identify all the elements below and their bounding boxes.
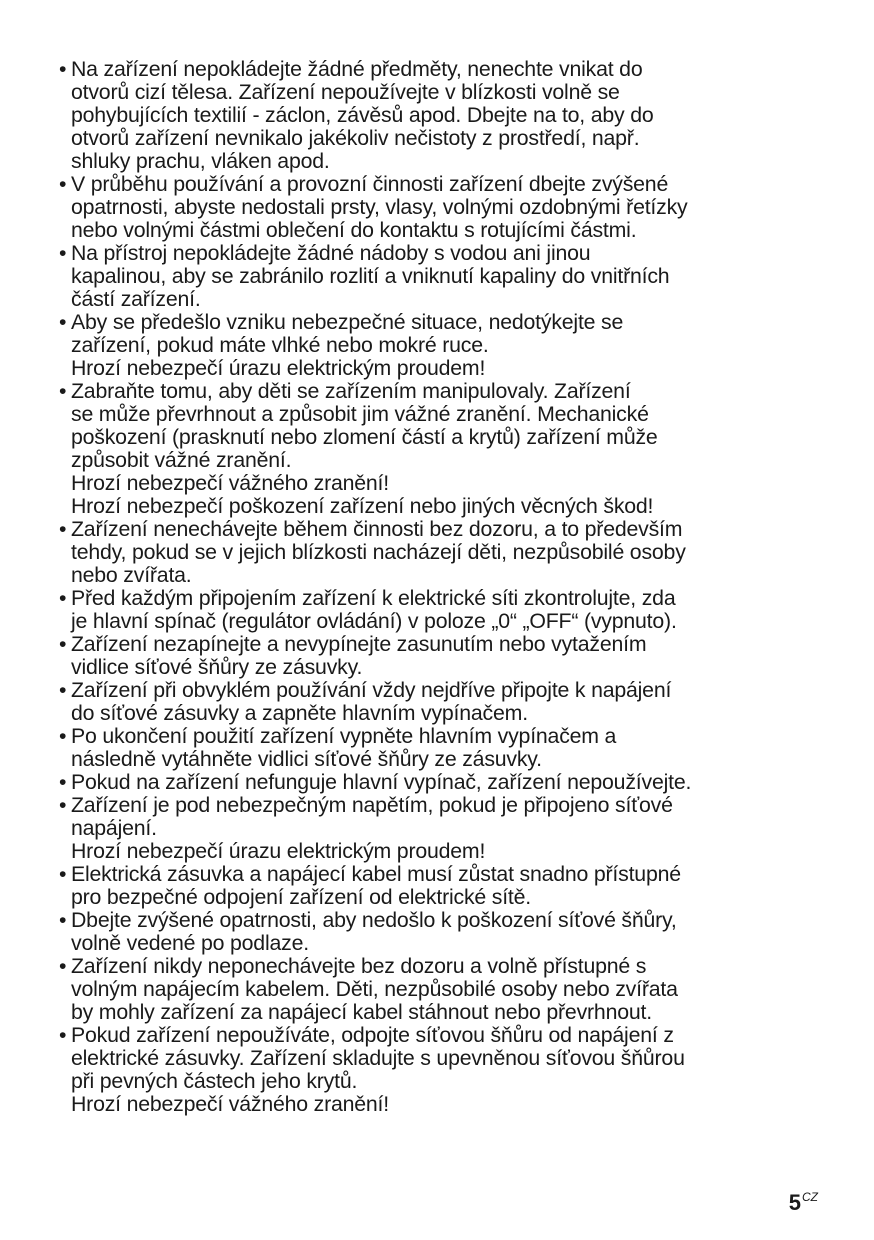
bullet-list [60, 58, 830, 1116]
text-line: • Aby se předešlo vzniku nebezpečné situace, nedotýkejte se [71, 310, 624, 334]
list-item [60, 380, 830, 518]
text-line: do síťové zásuvky a zapněte hlavním vypínačem. [71, 701, 528, 725]
list-item [60, 863, 830, 909]
list-item [60, 679, 830, 725]
text-line: elektrické zásuvky. Zařízení skladujte s upevněnou síťovou šňůrou [71, 1046, 685, 1070]
list-item [60, 633, 830, 679]
text-line: se může převrhnout a způsobit jim vážné zranění. Mechanické [71, 402, 649, 426]
text-line: pro bezpečné odpojení zařízení od elektrické sítě. [71, 885, 531, 909]
text-line: následně vytáhněte vidlici síťové šňůry ze zásuvky. [71, 747, 542, 771]
text-line: kapalinou, aby se zabránilo rozlití a vniknutí kapaliny do vnitřních [71, 264, 670, 288]
list-item [60, 771, 830, 794]
text-line: pohybujících textilií - záclon, závěsů apod. Dbejte na to, aby do [71, 103, 654, 127]
text-line: zařízení, pokud máte vlhké nebo mokré ruce. [71, 333, 489, 357]
text-line: • Na přístroj nepokládejte žádné nádoby s vodou ani jinou [71, 241, 591, 265]
text-line: • V průběhu používání a provozní činnosti zařízení dbejte zvýšené [71, 172, 669, 196]
page-language-code: CZ [802, 1190, 818, 1204]
text-line: Hrozí nebezpečí vážného zranění! [71, 1092, 389, 1116]
list-item [60, 587, 830, 633]
text-line: • Pokud zařízení nepoužíváte, odpojte síťovou šňůru od napájení z [71, 1023, 674, 1047]
list-item [60, 242, 830, 311]
text-line: otvorů zařízení nevnikalo jakékoliv nečistoty z prostředí, např. [71, 126, 640, 150]
text-line: • Pokud na zařízení nefunguje hlavní vypínač, zařízení nepoužívejte. [71, 770, 692, 794]
text-line: nebo zvířata. [71, 563, 192, 587]
text-line: • Zařízení nikdy neponechávejte bez dozoru a volně přístupné s [71, 954, 647, 978]
text-line: vidlice síťové šňůry ze zásuvky. [71, 655, 363, 679]
list-item [60, 794, 830, 863]
text-line: způsobit vážné zranění. [71, 448, 292, 472]
list-item [60, 909, 830, 955]
text-line: volně vedené po podlaze. [71, 931, 309, 955]
text-line: • Zařízení nenechávejte během činnosti bez dozoru, a to především [71, 517, 683, 541]
text-line: napájení. [71, 816, 157, 840]
text-line: Hrozí nebezpečí úrazu elektrickým proudem! [71, 356, 486, 380]
text-line: • Před každým připojením zařízení k elektrické síti zkontrolujte, zda [71, 586, 676, 610]
text-line: tehdy, pokud se v jejich blízkosti nacházejí děti, nezpůsobilé osoby [71, 540, 686, 564]
list-item [60, 1024, 830, 1116]
page-number-value: 5 [788, 1190, 801, 1215]
text-line: • Zařízení při obvyklém používání vždy nejdříve připojte k napájení [71, 678, 672, 702]
text-line: • Po ukončení použití zařízení vypněte hlavním vypínačem a [71, 724, 617, 748]
text-line: poškození (prasknutí nebo zlomení částí a krytů) zařízení může [71, 425, 658, 449]
list-item [60, 725, 830, 771]
text-line: volným napájecím kabelem. Děti, nezpůsobilé osoby nebo zvířata [71, 977, 678, 1001]
text-line: • Elektrická zásuvka a napájecí kabel musí zůstat snadno přístupné [71, 862, 681, 886]
text-line: • Na zařízení nepokládejte žádné předměty, nenechte vnikat do [71, 57, 643, 81]
text-line: Hrozí nebezpečí vážného zranění! [71, 471, 389, 495]
page-number [789, 1190, 818, 1216]
text-line: • Zabraňte tomu, aby děti se zařízením manipulovaly. Zařízení [71, 379, 631, 403]
text-line: • Dbejte zvýšené opatrnosti, aby nedošlo k poškození síťové šňůry, [71, 908, 677, 932]
text-line: • Zařízení nezapínejte a nevypínejte zasunutím nebo vytažením [71, 632, 647, 656]
safety-instructions [60, 58, 830, 1116]
list-item [60, 518, 830, 587]
text-line: nebo volnými částmi oblečení do kontaktu s rotujícími částmi. [71, 218, 637, 242]
text-line: Hrozí nebezpečí poškození zařízení nebo jiných věcných škod! [71, 494, 654, 518]
text-line: otvorů cizí tělesa. Zařízení nepoužívejte v blízkosti volně se [71, 80, 620, 104]
list-item [60, 311, 830, 380]
text-line: by mohly zařízení za napájecí kabel stáhnout nebo převrhnout. [71, 1000, 652, 1024]
text-line: • Zařízení je pod nebezpečným napětím, pokud je připojeno síťové [71, 793, 673, 817]
text-line: Hrozí nebezpečí úrazu elektrickým proudem! [71, 839, 486, 863]
list-item [60, 955, 830, 1024]
text-line: částí zařízení. [71, 287, 201, 311]
list-item [60, 173, 830, 242]
text-line: opatrnosti, abyste nedostali prsty, vlasy, volnými ozdobnými řetízky [71, 195, 688, 219]
list-item [60, 58, 830, 173]
text-line: při pevných částech jeho krytů. [71, 1069, 358, 1093]
text-line: shluky prachu, vláken apod. [71, 149, 330, 173]
text-line: je hlavní spínač (regulátor ovládání) v poloze „0“ „OFF“ (vypnuto). [71, 609, 677, 633]
